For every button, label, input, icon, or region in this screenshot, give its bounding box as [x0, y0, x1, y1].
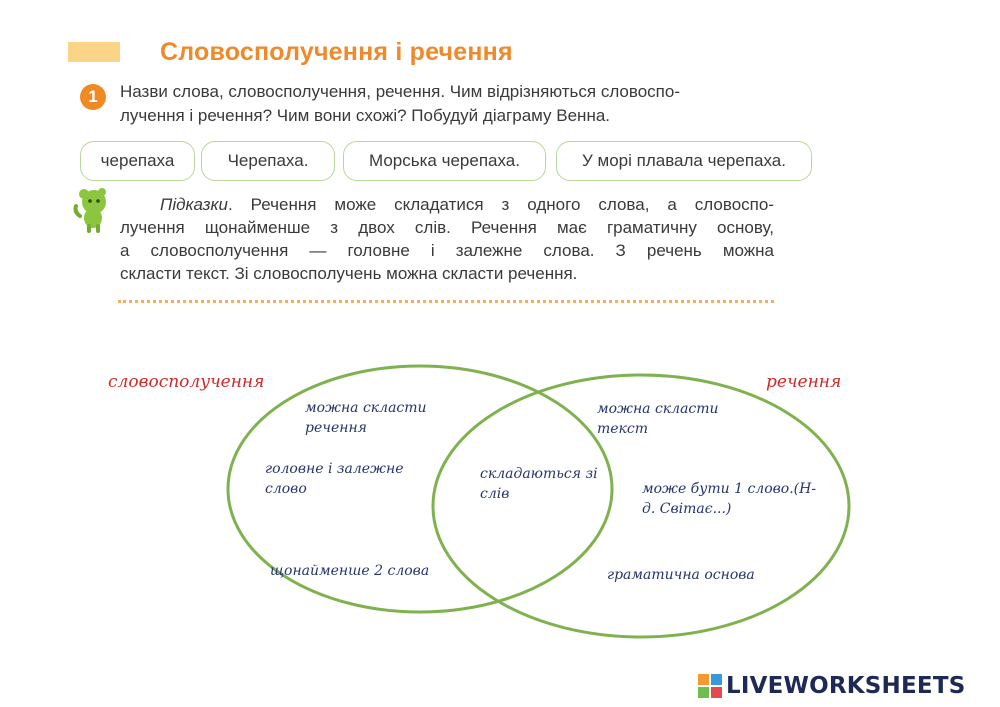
venn-right-item-2: може бути 1 слово.(Н-д. Світає...) [642, 481, 817, 517]
venn-right-item-3: граматична основа [607, 567, 755, 583]
hint-line-1: Підказки. Речення може складатися з одного слова, а словоспо- [160, 195, 774, 214]
venn-right-item-1: можна скласти текст [597, 401, 719, 437]
venn-left-item-2: головне і залежне слово [265, 461, 404, 497]
venn-left-item-1: можна скласти речення [305, 400, 427, 436]
page-title: Словосполучення і речення [160, 38, 513, 66]
liveworksheets-logo [698, 672, 965, 700]
word-chip-4: У морі плавала черепаха. [556, 141, 812, 181]
venn-left-item-3: щонайменше 2 слова [270, 563, 430, 579]
task-number-badge: 1 [80, 84, 106, 110]
hint-line-3: а словосполучення — головне і залежне слова. З речень можна [120, 241, 774, 260]
word-chip-3: Морська черепаха. [343, 141, 546, 181]
task-line-2: лучення і речення? Чим вони схожі? Побудуй діаграму Венна. [120, 106, 611, 125]
hint-label: Підказки [160, 195, 228, 214]
word-chip-1: черепаха [80, 141, 195, 181]
venn-middle-item-1: складаються зі слів [480, 466, 598, 502]
hint-line-2: лучення щонайменше з двох слів. Речення має граматичну основу, [120, 218, 774, 237]
venn-label-left: словосполучення [108, 372, 265, 392]
task-line-1: Назви слова, словосполучення, речення. Чим відрізняються словоспо- [120, 82, 680, 101]
word-chip-2: Черепаха. [201, 141, 335, 181]
hint-line-4: скласти текст. Зі словосполучень можна скласти речення. [120, 264, 578, 283]
liveworksheets-logo-icon [698, 674, 722, 698]
liveworksheets-logo-text: LIVEWORKSHEETS [726, 673, 966, 699]
venn-label-right: речення [766, 372, 842, 392]
